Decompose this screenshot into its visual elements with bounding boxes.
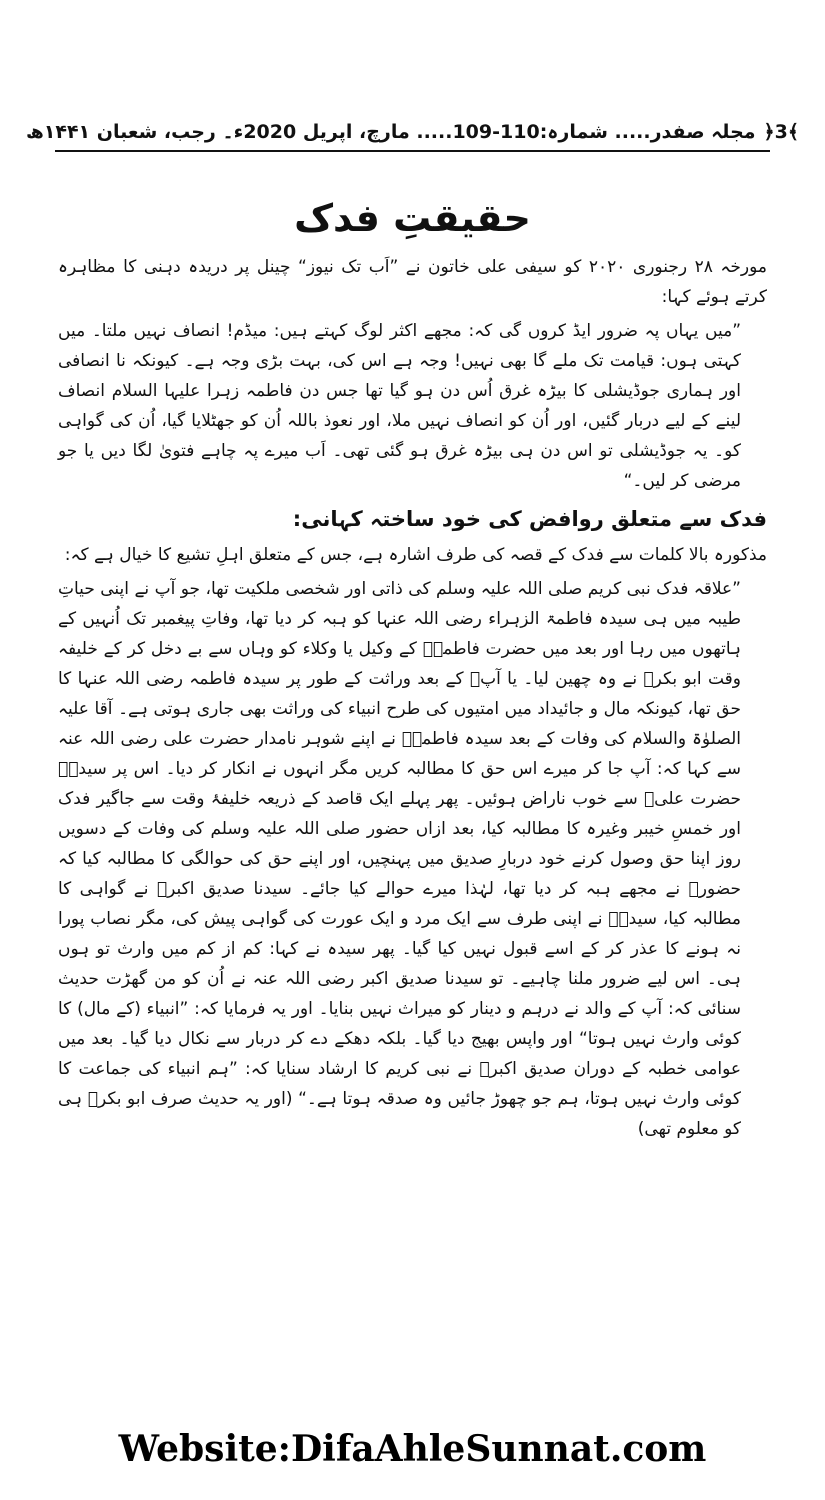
header-text: مجلہ صفدر..... شمارہ:110-109..... مارچ، اپریل 2020ء۔ رجب، شعبان ۱۴۴۱ھ xyxy=(25,121,756,143)
quote-paragraph: ”میں یہاں پہ ضرور ایڈ کروں گی کہ: مجھے اکثر لوگ کہتے ہیں: میڈم! انصاف نہیں ملتا۔ میں کہتی ہوں: قیامت تک ملے گا بھی نہیں! وجہ ہے اس کی، بہت بڑی وجہ ہے۔ کیونکہ نا انصافی اور ہماری جوڈیشلی کا بیڑہ غرق اُس دن ہو گیا تھا جس دن فاطمہ زہرا علیہا السلام انصاف لینے کے لیے دربار گئیں، اور اُن کو انصاف نہیں ملا، اور نعوذ باللہ اُن کو جھٹلایا گیا، اُن کی گواہی کو۔ یہ جوڈیشلی تو اس دن ہی بیڑہ غرق ہو گئی تھی۔ اَب میرے پہ چاہے فتویٰ لگا دیں یا جو مرضی کر لیں۔“ xyxy=(58,321,741,491)
article-body xyxy=(58,252,767,1148)
website-footer: Website:DifaAhleSunnat.com xyxy=(118,1428,707,1470)
header-divider xyxy=(55,150,770,152)
article-title: حقیقتِ فدک xyxy=(294,196,531,240)
page-number: ﴾3﴿ xyxy=(763,121,800,143)
lead-paragraph: مذکورہ بالا کلمات سے فدک کے قصہ کی طرف اشارہ ہے، جس کے متعلق اہلِ تشیع کا خیال ہے کہ: xyxy=(64,545,767,565)
intro-paragraph: مورخہ ۲۸ رجنوری ۲۰۲۰ کو سیفی علی خاتون نے ”اَب تک نیوز“ چینل پر دریدہ دہنی کا مظاہرہ کرتے ہوئے کہا: xyxy=(58,257,767,307)
page-header xyxy=(25,118,800,146)
section-heading: فدک سے متعلق روافض کی خود ساختہ کہانی: xyxy=(292,507,767,531)
story-paragraph: ”علاقہ فدک نبی کریم صلی اللہ علیہ وسلم کی ذاتی اور شخصی ملکیت تھا، جو آپ نے اپنی حیاتِ طیبہ میں ہی سیدہ فاطمۃ الزہراء رضی اللہ عنہا کو ہبہ کر دیا تھا، وفاتِ پیغمبر تک اُنہیں کے ہاتھوں میں رہا اور بعد میں حضرت فاطمہؓ کے وکیل یا وکلاء کو وہاں سے بے دخل کر کے خلیفہ وقت ابو بکرؓ نے وہ چھین لیا۔ یا آپؐ کے بعد وراثت کے طور پر سیدہ فاطمہ رضی اللہ عنہا کا حق تھا، کیونکہ مال و جائیداد میں امتیوں کی طرح انبیاء کی وراثت بھی جاری ہوتی ہے۔ آقا علیہ الصلوٰۃ والسلام کی وفات کے بعد سیدہ فاطمہؓ نے اپنے شوہر نامدار حضرت علی رضی اللہ عنہ سے کہا کہ: آپ جا کر میرے اس حق کا مطالبہ کریں مگر انہوں نے انکار کر دیا۔ اس پر سیدہؓ حضرت علیؓ سے خوب ناراض ہوئیں۔ پھر پہلے ایک قاصد کے ذریعہ خلیفۂ وقت سے جاگیر فدک اور خمسِ خیبر وغیرہ کا مطالبہ کیا، بعد ازاں حضور صلی اللہ علیہ وسلم کی وفات کے دسویں روز اپنا حق وصول کرنے خود دربارِ صدیق میں پہنچیں، اور اپنے حق کی حوالگی کا مطالبہ کیا کہ حضورؐ نے مجھے ہبہ کر دیا تھا، لہٰذا میرے حوالے کیا جائے۔ سیدنا صدیق اکبرؓ نے گواہی کا مطالبہ کیا، سیدہؓ نے اپنی طرف سے ایک مرد و ایک عورت کی گواہی پیش کی، مگر نصاب پورا نہ ہونے کا عذر کر کے اسے قبول نہیں کیا گیا۔ پھر سیدہ نے کہا: کم از کم میں وارث تو ہوں ہی۔ اس لیے ضرور ملنا چاہیے۔ تو سیدنا صدیق اکبر رضی اللہ عنہ نے اُن کو من گھڑت حدیث سنائی کہ: آپ کے والد نے درہم و دینار کو میراث نہیں بنایا۔ اور یہ فرمایا کہ: ”انبیاء (کے مال) کا کوئی وارث نہیں ہوتا“ اور واپس بھیج دیا گیا۔ بلکہ دھکے دے کر دربار سے نکال دیا گیا۔ بعد میں عوامی خطبہ کے دوران صدیق اکبرؓ نے نبی کریم کا ارشاد سنایا کہ: ”ہم انبیاء کی جماعت کا کوئی وارث نہیں ہوتا، ہم جو چھوڑ جائیں وہ صدقہ ہوتا ہے۔“ (اور یہ حدیث صرف ابو بکرؓ ہی کو معلوم تھی) xyxy=(58,579,741,1139)
